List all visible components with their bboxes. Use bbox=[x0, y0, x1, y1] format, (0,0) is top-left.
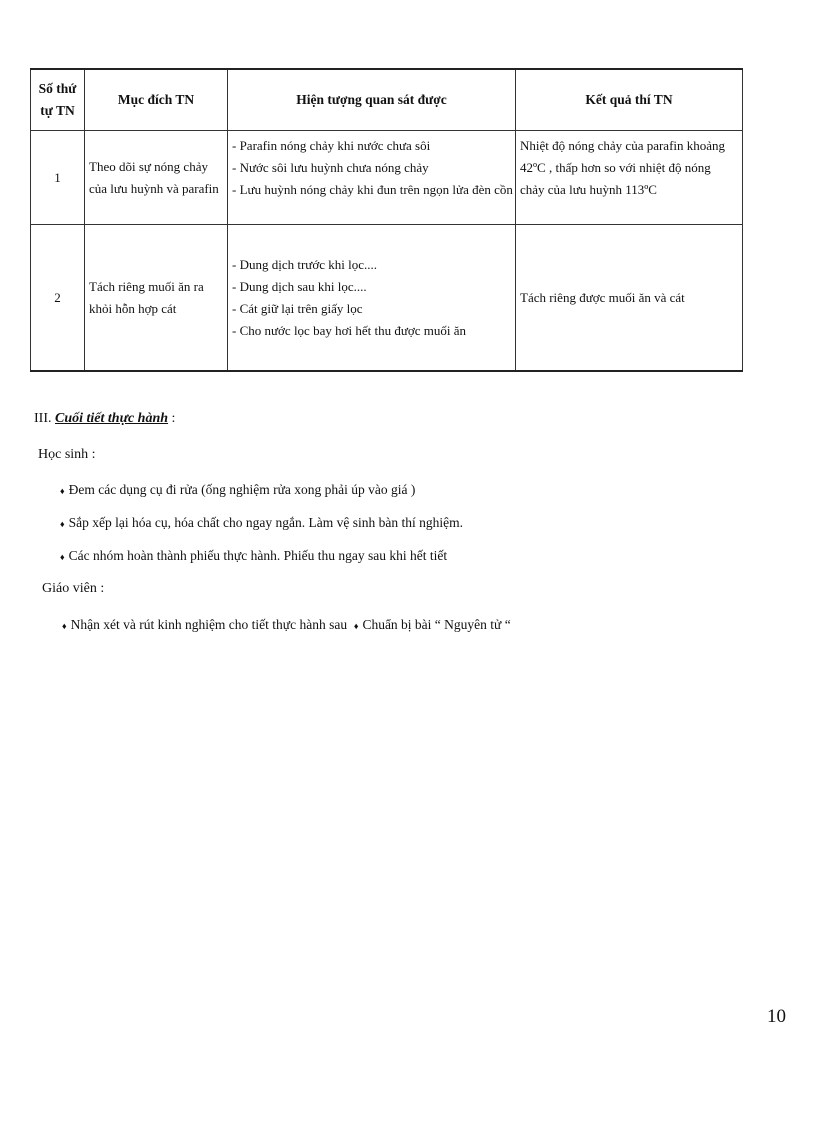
observation-line: - Cát giữ lại trên giấy lọc bbox=[232, 300, 363, 316]
students-label: Học sinh : bbox=[38, 447, 96, 462]
list-item-text: Các nhóm hoàn thành phiếu thực hành. Phiếu thu ngay sau khi hết tiết bbox=[68, 548, 448, 563]
table-row bbox=[31, 225, 743, 372]
observation-line: - Nước sôi lưu huỳnh chưa nóng chảy bbox=[232, 160, 429, 175]
teacher-label: Giáo viên : bbox=[42, 581, 105, 596]
list-item bbox=[60, 515, 463, 531]
row-observations bbox=[228, 131, 516, 225]
list-item-text: Chuẩn bị bài “ Nguyên tử “ bbox=[362, 617, 511, 632]
section-heading bbox=[34, 411, 175, 427]
list-item-text: Sắp xếp lại hóa cụ, hóa chất cho ngay ngắn. Làm vệ sinh bàn thí nghiệm. bbox=[68, 515, 463, 530]
bullet-icon: ♦ bbox=[60, 485, 65, 496]
header-purpose: Mục đích TN bbox=[85, 69, 228, 131]
table-header-row bbox=[31, 69, 743, 131]
table-row bbox=[31, 131, 743, 225]
observation-line: - Lưu huỳnh nóng chảy khi đun trên ngọn lửa đèn cồn bbox=[232, 182, 513, 197]
section-title: Cuối tiết thực hành bbox=[55, 411, 169, 426]
row-result: Nhiệt độ nóng chảy của parafin khoảng 42ºC , thấp hơn so với nhiệt độ nóng chảy của lưu huỳnh 113ºC bbox=[516, 131, 743, 225]
observation-line: - Cho nước lọc bay hơi hết thu được muối ăn bbox=[232, 322, 467, 338]
list-item bbox=[60, 482, 415, 498]
section-colon: : bbox=[171, 411, 176, 426]
observation-line: - Dung dịch trước khi lọc.... bbox=[232, 256, 377, 272]
bullet-icon: ♦ bbox=[353, 620, 359, 631]
row-purpose: Tách riêng muối ăn ra khỏi hỗn hợp cát bbox=[85, 225, 228, 372]
observation-line: - Dung dịch sau khi lọc.... bbox=[232, 278, 367, 294]
bullet-icon: ♦ bbox=[62, 620, 67, 631]
header-observations: Hiện tượng quan sát được bbox=[228, 69, 516, 131]
page-number: 10 bbox=[767, 1006, 786, 1027]
row-observations bbox=[228, 225, 516, 372]
experiment-table bbox=[30, 68, 743, 372]
header-result: Kết quả thí TN bbox=[516, 69, 743, 131]
list-item-text: Nhận xét và rút kinh nghiệm cho tiết thực hành sau bbox=[70, 617, 348, 632]
list-item-text: Đem các dụng cụ đi rửa (ống nghiệm rửa xong phải úp vào giá ) bbox=[68, 482, 416, 497]
row-result: Tách riêng được muối ăn và cát bbox=[516, 225, 743, 372]
row-number: 1 bbox=[31, 131, 85, 225]
row-purpose: Theo dõi sự nóng chảy của lưu huỳnh và parafin bbox=[85, 131, 228, 225]
observation-line: - Parafin nóng chảy khi nước chưa sôi bbox=[232, 138, 431, 153]
bullet-icon: ♦ bbox=[60, 551, 65, 562]
row-number: 2 bbox=[31, 225, 85, 372]
header-number: Số thứ tự TN bbox=[31, 69, 85, 131]
bullet-icon: ♦ bbox=[60, 518, 65, 529]
section-numeral: III. bbox=[34, 411, 52, 426]
list-item bbox=[60, 548, 447, 564]
list-item bbox=[62, 617, 511, 633]
